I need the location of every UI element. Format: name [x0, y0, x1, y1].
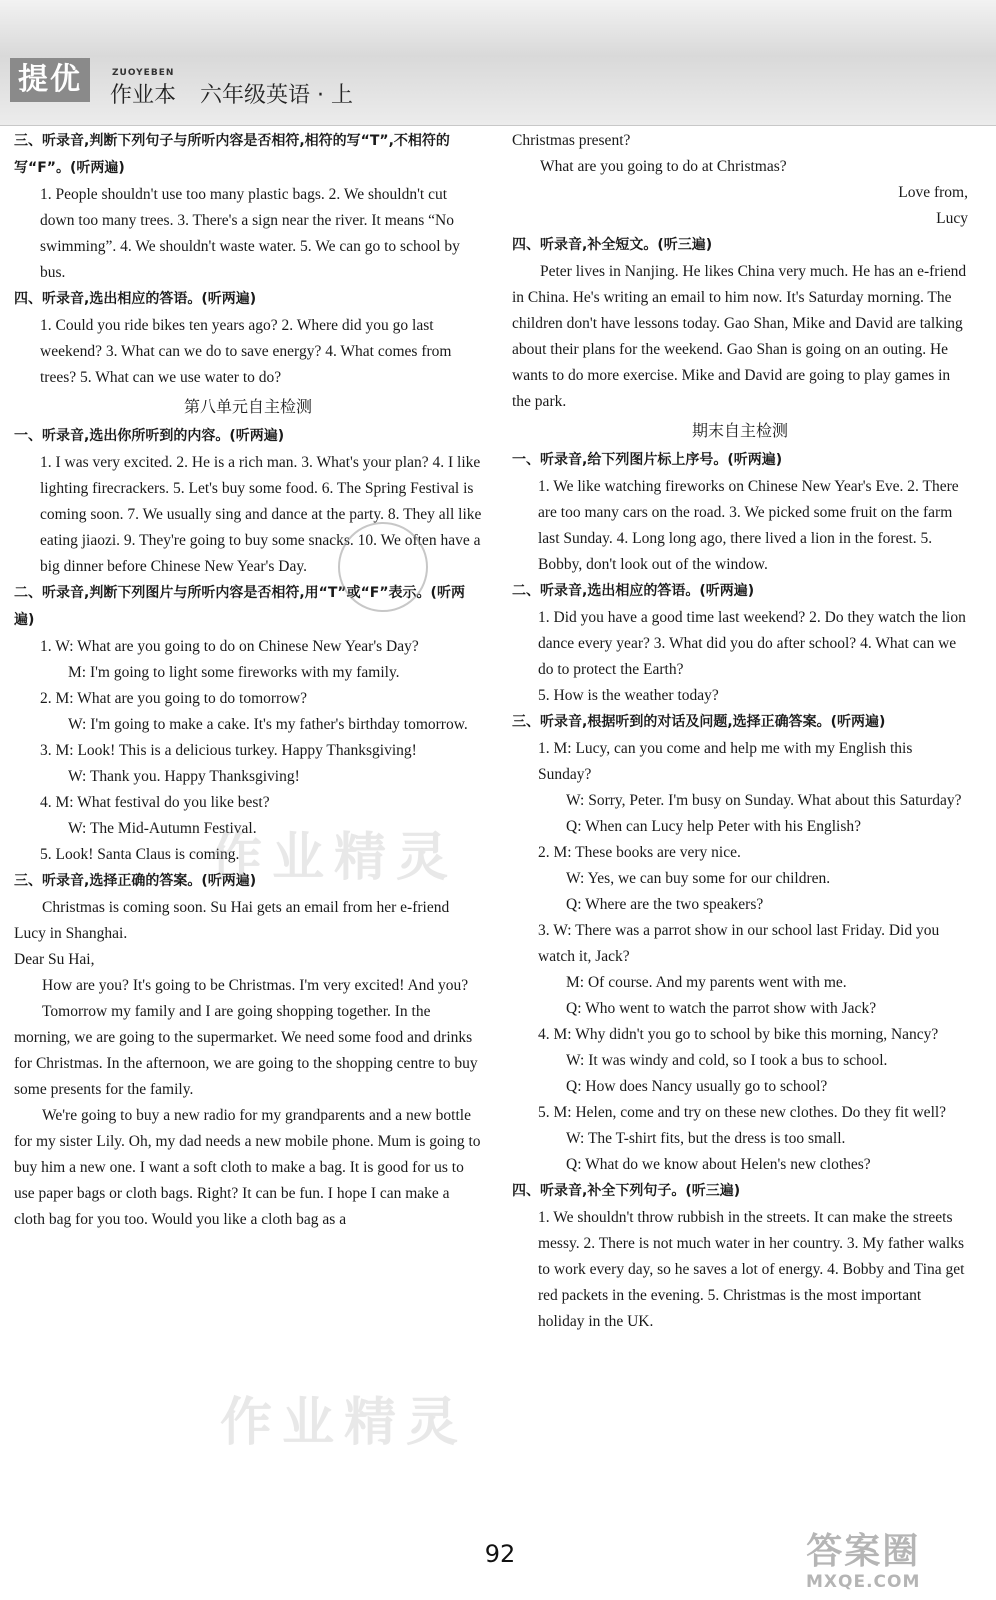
passage-text: Dear Su Hai,	[14, 951, 95, 968]
brand-logo: 提优	[10, 58, 90, 102]
dialogue-line: M: Of course. And my parents went with me.	[566, 974, 847, 991]
section-title: 四、听录音,选出相应的答语。(听两遍)	[14, 291, 257, 307]
passage-text: Christmas is coming soon. Su Hai gets an email from her e-friend Lucy in Shanghai.	[14, 899, 450, 942]
dialogue-line: Q: When can Lucy help Peter with his English?	[566, 818, 862, 835]
page-number: 92	[484, 1540, 516, 1568]
dialogue-line: 1. M: Lucy, can you come and help me with my English this Sunday?	[538, 740, 913, 783]
site-watermark-logo: 答案圈	[806, 1531, 921, 1572]
dialogue-line: 3. W: There was a parrot show in our school last Friday. Did you watch it, Jack?	[538, 922, 940, 965]
dialogue-line: Q: Who went to watch the parrot show with Jack?	[566, 1000, 877, 1017]
final-title: 期末自主检测	[691, 421, 788, 440]
book-title: 作业本	[110, 83, 177, 108]
left-column	[14, 128, 482, 1233]
section-title: 三、听录音,判断下列句子与所听内容是否相符,相符的写“T”,不相符的写“F”。(听两遍)	[14, 133, 450, 176]
dialogue-line: W: The T-shirt fits, but the dress is too small.	[566, 1130, 846, 1147]
section-title: 三、听录音,选择正确的答案。(听两遍)	[14, 873, 257, 889]
dialogue-line: 3. M: Look! This is a delicious turkey. Happy Thanksgiving!	[40, 742, 417, 759]
section-title: 四、听录音,补全下列句子。(听三遍)	[512, 1183, 741, 1199]
page-header	[0, 0, 996, 126]
letter-sign: Lucy	[936, 210, 968, 227]
passage-text: We're going to buy a new radio for my grandparents and a new bottle for my sister Lily. Oh, my dad needs a new mobile phone. Mum is going to buy him a new one. I want a soft cloth to make a bag. It is good for us to use paper bags or cloth bags. Right? It can be fun. I hope I can make a cloth bag for you too. Would you like a cloth bag as a	[14, 1107, 481, 1228]
section-text: 1. People shouldn't use too many plastic bags. 2. We shouldn't cut down too many trees. 3. There's a sign near the river. It means “No swimming”. 4. We shouldn't waste water. 5. We can go to school by bus.	[40, 186, 460, 281]
letter-sign: Love from,	[898, 184, 968, 201]
dialogue-line: 2. M: These books are very nice.	[538, 844, 741, 861]
right-column	[512, 128, 968, 1335]
dialogue-line: W: The Mid-Autumn Festival.	[68, 820, 257, 837]
site-watermark-url: MXQE.COM	[806, 1572, 921, 1592]
dialogue-line: 4. M: What festival do you like best?	[40, 794, 270, 811]
dialogue-line: Q: How does Nancy usually go to school?	[566, 1078, 828, 1095]
dialogue-line: Q: Where are the two speakers?	[566, 896, 764, 913]
passage-text: Peter lives in Nanjing. He likes China very much. He has an e-friend in China. He's writing an email to him now. It's Saturday morning. The children don't have lessons today. Gao Shan, Mike and David are talking about their plans for the weekend. Gao Shan is going on an outing. He wants to do more exercise. Mike and David are going to play games in the park.	[512, 263, 967, 410]
dialogue-line: W: I'm going to make a cake. It's my father's birthday tomorrow.	[68, 716, 468, 733]
brand-pinyin: ZUOYEBEN	[112, 68, 175, 78]
dialogue-line: 5. M: Helen, come and try on these new clothes. Do they fit well?	[538, 1104, 947, 1121]
section-text: 5. How is the weather today?	[538, 687, 719, 704]
dialogue-line: W: Yes, we can buy some for our children.	[566, 870, 831, 887]
site-watermark	[806, 1532, 920, 1592]
dialogue-line: Q: What do we know about Helen's new clothes?	[566, 1156, 871, 1173]
section-text: 1. We like watching fireworks on Chinese New Year's Eve. 2. There are too many cars on the road. 3. We picked some fruit on the farm last Sunday. 4. Long long ago, there lived a lion in the forest. 5. Bobby, don't look out of the window.	[538, 478, 959, 573]
section-title: 四、听录音,补全短文。(听三遍)	[512, 237, 713, 253]
section-title: 二、听录音,选出相应的答语。(听两遍)	[512, 583, 755, 599]
section-text: 1. I was very excited. 2. He is a rich man. 3. What's your plan? 4. I like lighting firecrackers. 5. Let's buy some food. 6. The Spring Festival is coming soon. 7. We usually sing and dance at the party. 8. They all like eating jiaozi. 9. They're going to buy some snacks. 10. We often have a big dinner before Chinese New Year's Day.	[40, 454, 482, 575]
dialogue-line: 5. Look! Santa Claus is coming.	[40, 846, 240, 863]
passage-text: Tomorrow my family and I are going shopping together. In the morning, we are going to the supermarket. We need some food and drinks for Christmas. In the afternoon, we are going to the shopping centre to buy some presents for the family.	[14, 1003, 478, 1098]
passage-text: Christmas present?	[512, 132, 631, 149]
passage-text: What are you going to do at Christmas?	[540, 158, 787, 175]
unit8-title: 第八单元自主检测	[183, 397, 312, 416]
dialogue-line: W: Thank you. Happy Thanksgiving!	[68, 768, 300, 785]
grade-title: 六年级英语 · 上	[200, 83, 353, 108]
section-title: 三、听录音,根据听到的对话及问题,选择正确答案。(听两遍)	[512, 714, 886, 730]
section-title: 二、听录音,判断下列图片与所听内容是否相符,用“T”或“F”表示。(听两遍)	[14, 585, 465, 628]
section-text: 1. Did you have a good time last weekend? 2. Do they watch the lion dance every year? 3. What did you do after school? 4. What can we do to protect the Earth?	[538, 609, 966, 678]
section-title: 一、听录音,给下列图片标上序号。(听两遍)	[512, 452, 783, 468]
section-text: 1. Could you ride bikes ten years ago? 2. Where did you go last weekend? 3. What can we do to save energy? 4. What comes from trees? 5. What can we use water to do?	[40, 317, 452, 386]
passage-text: How are you? It's going to be Christmas. I'm very excited! And you?	[42, 977, 469, 994]
dialogue-line: W: It was windy and cold, so I took a bus to school.	[566, 1052, 888, 1069]
dialogue-line: 4. M: Why didn't you go to school by bike this morning, Nancy?	[538, 1026, 939, 1043]
dialogue-line: M: I'm going to light some fireworks with my family.	[68, 664, 400, 681]
watermark-text: 作业精灵	[220, 1393, 469, 1453]
dialogue-line: 2. M: What are you going to do tomorrow?	[40, 690, 308, 707]
dialogue-line: 1. W: What are you going to do on Chinese New Year's Day?	[40, 638, 419, 655]
stamp-watermark	[338, 522, 428, 612]
dialogue-line: W: Sorry, Peter. I'm busy on Sunday. What about this Saturday?	[566, 792, 962, 809]
section-title: 一、听录音,选出你所听到的内容。(听两遍)	[14, 428, 285, 444]
section-text: 1. We shouldn't throw rubbish in the streets. It can make the streets messy. 2. There is not much water in her country. 3. My father walks to work every day, so he saves a lot of energy. 4. Bobby and Tina get red packets in the evening. 5. Christmas is the most important holiday in the UK.	[538, 1209, 965, 1330]
watermark-text: 作业精灵	[210, 828, 459, 888]
